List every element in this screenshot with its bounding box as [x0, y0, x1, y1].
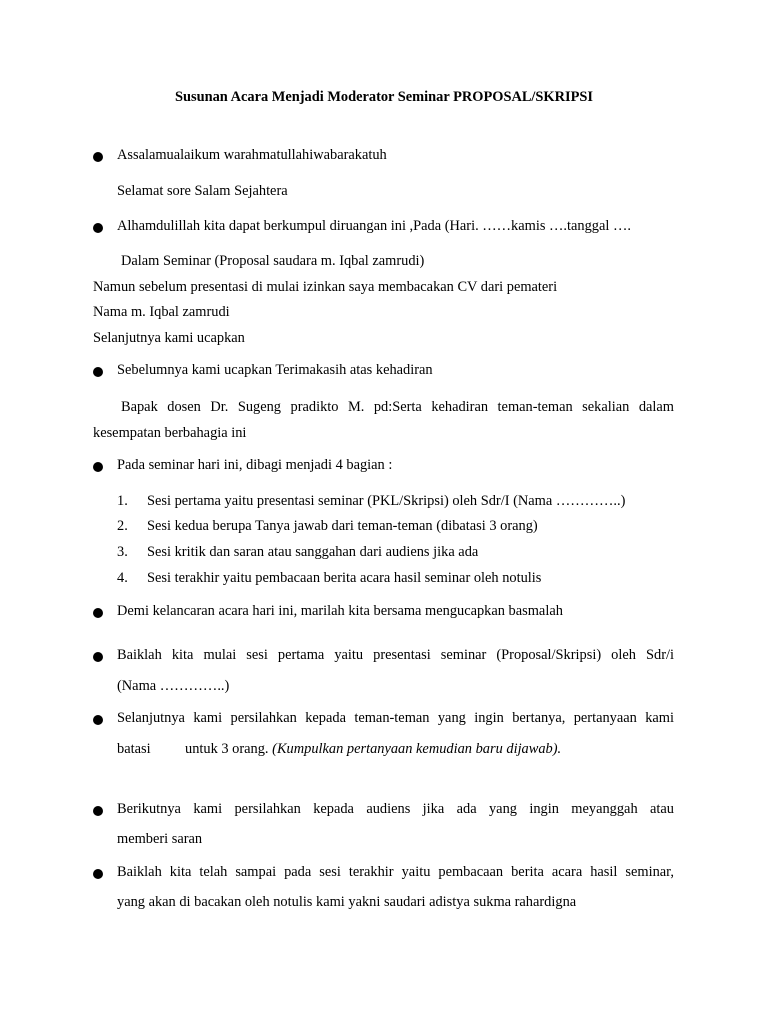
basmalah-text: Demi kelancaran acara hari ini, marilah kita bersama mengucapkan basmalah [117, 603, 563, 619]
closing-session-text: Baiklah kita telah sampai pada sesi terakhir yaitu pembacaan berita acara hasil seminar, [117, 864, 674, 880]
bullet-icon [93, 869, 103, 879]
greeting-subtext: Selamat sore Salam Sejahtera [117, 183, 288, 199]
list-item: Sesi kedua berupa Tanya jawab dari teman-teman (dibatasi 3 orang) [147, 518, 538, 534]
list-item: Sesi kritik dan saran atau sanggahan dari audiens jika ada [147, 544, 479, 560]
bullet-icon [93, 806, 103, 816]
question-limit-text [185, 740, 561, 758]
bullet-icon [93, 608, 103, 618]
list-item-number: 4. [117, 570, 128, 586]
presenter-name-text: Nama m. Iqbal zamrudi [93, 304, 230, 320]
question-session-text: Selanjutnya kami persilahkan kepada teman-teman yang ingin bertanya, pertanyaan kami [117, 710, 674, 726]
question-note: (Kumpulkan pertanyaan kemudian baru dijawab). [272, 741, 562, 757]
agenda-intro-text: Pada seminar hari ini, dibagi menjadi 4 bagian : [117, 457, 393, 473]
opening-text: Alhamdulillah kita dapat berkumpul diruangan ini ,Pada (Hari. ……kamis ….tanggal …. [117, 218, 631, 234]
bullet-icon [93, 367, 103, 377]
list-item-number: 3. [117, 544, 128, 560]
list-item-number: 1. [117, 493, 128, 509]
cv-intro-text: Namun sebelum presentasi di mulai izinkan saya membacakan CV dari pemateri [93, 279, 558, 295]
question-limit-count: untuk 3 orang. [185, 741, 269, 757]
document-title: Susunan Acara Menjadi Moderator Seminar PROPOSAL/SKRIPSI [174, 89, 594, 105]
bullet-icon [93, 462, 103, 472]
closing-session-text-cont: yang akan di bacakan oleh notulis kami yakni saudari adistya sukma rahardigna [117, 894, 577, 910]
question-limit-label: batasi [117, 741, 151, 757]
audience-response-text: Berikutnya kami persilahkan kepada audiens jika ada yang ingin meyanggah atau [117, 801, 674, 817]
audience-response-text-cont: memberi saran [117, 831, 203, 847]
greeting-text: Assalamualaikum warahmatullahiwabarakatuh [117, 147, 387, 163]
bullet-icon [93, 652, 103, 662]
thanks-text: Sebelumnya kami ucapkan Terimakasih atas kehadiran [117, 362, 433, 378]
list-item: Sesi terakhir yaitu pembacaan berita acara hasil seminar oleh notulis [147, 570, 542, 586]
thanks-intro-text: Selanjutnya kami ucapkan [93, 330, 245, 346]
bullet-icon [93, 223, 103, 233]
first-session-text: Baiklah kita mulai sesi pertama yaitu presentasi seminar (Proposal/Skripsi) oleh Sdr/i [117, 647, 674, 663]
seminar-text: Dalam Seminar (Proposal saudara m. Iqbal zamrudi) [121, 253, 425, 269]
list-item: Sesi pertama yaitu presentasi seminar (PKL/Skripsi) oleh Sdr/I (Nama …………..) [147, 493, 626, 509]
guests-text-cont: kesempatan berbahagia ini [93, 425, 247, 441]
list-item-number: 2. [117, 518, 128, 534]
bullet-icon [93, 715, 103, 725]
first-session-text-cont: (Nama …………..) [117, 678, 230, 694]
guests-text: Bapak dosen Dr. Sugeng pradikto M. pd:Serta kehadiran teman-teman sekalian dalam [121, 399, 674, 415]
bullet-icon [93, 152, 103, 162]
